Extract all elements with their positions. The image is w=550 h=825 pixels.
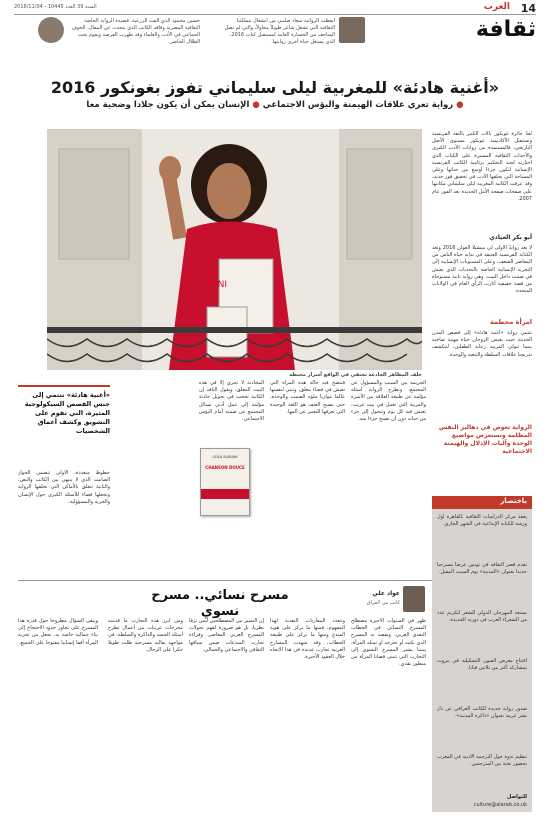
promo-right-text: أيقظت الروائية سعاد صليبي من انشغال مملكتنا الثقافية التي تشغل شاعر طويلاً محاولاً، والتي لم تصل المتاحف من الخسارة العامة لمستقبل كتاب 2016، الذي يستغل حياة أخرى روايتها. xyxy=(224,18,335,44)
sidebar-item: صدور رواية جديدة للكاتب العراقي عن دار نشر عربية بعنوان «ذاكرة المدينة». xyxy=(437,706,527,720)
byline: أبو بكر العيادي xyxy=(489,234,532,241)
masthead-rule xyxy=(14,14,536,15)
pull-quote-text: «أغنية هادئة» تنتمي إلى جنس القصص السيكولوجية المثيرة، التي تقوم على التشويق وكشف أعماق الشخصيات xyxy=(24,391,110,435)
photo-illustration xyxy=(47,129,422,370)
promo-left-thumb xyxy=(38,17,64,43)
sidebar-item: تقدم قصر الثقافة في تونس عرضا مسرحيا جديدا بعنوان «المدينة» يوم السبت المقبل. xyxy=(437,562,527,576)
sidebar-item: تنظيم ندوة حول الترجمة الأدبية في المغرب بحضور نخبة من المترجمين. xyxy=(437,754,527,768)
lead-para-2: لا يعد روايةً الأولى لي ميشيلا العوان 2016 وتعد الكتابة الفرنسية العتيقة في بداية حياة الناس من المعاصر الشغف، وعلى المستويات الإنسانية إلى التجربة الإنسانية الخاصة بالتحديات الذي يعيش في صمت داخل البيت، وهي رواية ثانية مستوحاة من قصة حقيقية أثارت الرأي العام في الولايات المتحدة. xyxy=(432,245,532,295)
bottom-column-1: ظهر في السنوات الأخيرة مصطلح المسرح النسائي في الخطاب النقدي العربي، ويقصد به المسرح الذي تكتبه أو تخرجه أو تمثله المرأة، بينما يشير المسرح النسوي إلى التجارب التي تتبنى قضايا المرأة من منظور نقدي. xyxy=(351,618,426,668)
bottom-column-4: ومن أبرز هذه التجارب ما قدمته مخرجات عربيات من أعمال تطرح أسئلة الجسد والذاكرة والسلطة، في مواجهة تقاليد مسرحية ظلت طويلا حكرا على الرجال. xyxy=(108,618,183,653)
inset-book-band xyxy=(201,489,249,499)
subhead-1: امرأة محطمة xyxy=(490,318,532,326)
photo-caption: خلف المظاهر الخادعة تختفي في الواقع أسرار محبطة xyxy=(289,372,422,378)
author-photo xyxy=(403,586,425,612)
bullet-icon: ● xyxy=(456,100,464,110)
sidebar-heading: باختصار xyxy=(500,497,527,505)
inset-book-cover xyxy=(200,448,250,516)
bottom-column-5: ويبقى السؤال مطروحا حول قدرة هذا المسرح على تجاوز حدود الاحتجاج إلى بناء جمالية خاصة به، تجعل من تجربة المرأة أفقا إنسانيا مفتوحا على الجميع. xyxy=(18,618,98,646)
promo-left-text: حسين محمود الذي ألفت الزرعية، قصيدة الرواية الخاصة الثقافية المصرية وفاقه الكاتب الذي يتحدث عن المقال، الخوف الجماعي في الأدب والعلماء وقد ظهرت الفرصة ويقوم تحت الظلال الحاضر. xyxy=(71,18,200,44)
lead-text: تُعدّ جائزة غونكور بالأب الكثير بالثقة الفرنسية وتستقبل الأكاديمية غونكور مستوى الأصل التاريخي، فالمستمدة من روايات الأدب الكبرى والأحداث الثقافية المسيرة على الكتاب الذي اختارته لجنة التحكيم برئاسة الكاتب الفرنسية الإنسانية لتكون جزءا أوسع من حياتها وعلى المساحة التي يخلقها الأدب في تحقيق فوز جديد، وقد عرفت الكاتبة المغربية ليلى سليماني مكانتها على صفحات صفحة الأمل الجديدة بعد الفوز عام 2007. xyxy=(432,131,532,202)
body-column-1: الجريمة بين السبب والمسؤول عن المجتمع، وتطرح الرواية أسئلة مؤلمة عن طبيعة العلاقة بين الأسرة والمربية التي تعمل في بيت غريب، تعيش فيه كل يوم وتتحول إلى جزء من حياته دون أن تصبح جزءا منه. xyxy=(351,380,426,423)
issue-line: السنة 39 العدد 10445 - 2016/11/04 xyxy=(14,4,97,10)
hero-photo xyxy=(47,129,422,370)
bottom-article-title: مسرح نسائي.. مسرح نسوي xyxy=(151,588,289,619)
book-title-text: SLIMANI xyxy=(190,280,227,290)
page-number: 14 xyxy=(520,2,536,15)
sidebar-heading-bar xyxy=(432,496,532,509)
pull-quote xyxy=(18,385,110,467)
section-title: ثقافة xyxy=(475,17,536,42)
subhead-2: الرواية تغوص في دهاليز النفس المظلمة وتستعرض مواضيع الوحدة وآليات الإذلال والهيمنة الاجتماعية xyxy=(438,424,532,455)
body-column-2: فتتضح فيه حالة هذه المرأة التي تعيش في فضاء مغلق، وتبني لنفسها عالما موازيا ملؤه الصمت والوحدة، حتى يصبح العنف هو اللغة الوحيدة التي تعرفها للتعبير عن ألمها. xyxy=(270,380,345,415)
paper-name: العرب xyxy=(483,2,510,12)
subheadline xyxy=(20,100,530,110)
main-headline: «أغنية هادئة» للمغربية ليلى سليماني تفوز بغونكور 2016 xyxy=(50,78,500,97)
inset-book-title: CHANSON DOUCE xyxy=(205,465,245,470)
bottom-column-3: إن التمييز بين المصطلحين ليس ترفا نظريا، بل هو ضرورة لفهم تحولات المسرح العربي المعاصر، وقراءة تجارب المبدعات ضمن سياقها الثقافي والاجتماعي والجمالي. xyxy=(189,618,264,653)
bottom-column-2: وتتعدد المقاربات النقدية لهذا المفهوم، فمنها ما يركز على هوية المبدع ومنها ما يركز على طبيعة الخطاب، وقد شهدت المسارح العربية تجارب عديدة في هذا الاتجاه خلال العقود الأخيرة. xyxy=(270,618,345,661)
sidebar-email-label: للتواصل xyxy=(506,794,527,800)
subheadline-left: الإنسان يمكن أن يكون جلادا وضحية معا xyxy=(86,100,250,110)
sidebar-item: يستعد المهرجان الدولي للشعر لتكريم عدد من الشعراء العرب في دورته الجديدة. xyxy=(437,610,527,624)
promo-right-thumb xyxy=(339,17,365,43)
sidebar-briefs xyxy=(432,496,532,812)
lead-para-3: تنتمي رواية «أغنية هادئة» إلى قصص المدن الحديثة حيث يعيش الزوجان حياة مهنية صاخبة بينما تتولى المربية رعاية الطفلين، لتنكشف تدريجيا علاقات السلطة والتبعية والوحدة. xyxy=(432,330,532,358)
sidebar-item: يعقد مركز الدراسات الثقافية بالقاهرة أول ورشة للكتابة الإبداعية في الشهر الجاري. xyxy=(437,514,527,528)
bottom-byline-sub: كاتب من العراق xyxy=(366,600,400,606)
body-column-3: المحادثة لا تجري إلا في هذه البيت المغلق، ويقول الناقد إن الكاتبة نجحت في تحويل حادثة مؤلمة إلى عمل أدبي يسائل المجتمع عن صمته أمام البؤس الاجتماعي. xyxy=(199,380,264,423)
sidebar-item: افتتاح معرض الفنون التشكيلية في بيروت بمشاركة أكثر من ثلاثين فنانا. xyxy=(437,658,527,672)
bottom-divider xyxy=(18,580,448,581)
subheadline-right: رواية تعري علاقات الهيمنة والبؤس الاجتماعي xyxy=(262,100,454,110)
inset-book-author: LEÏLA SLIMANI xyxy=(212,455,238,459)
bottom-byline: عواد علي xyxy=(372,590,400,597)
far-left-column: حظوظ متعددة، الأولى تتضمن الحوار الصامت الذي لا ينتهي بين الكاتب والنص، والثانية تتعلق بالأماكن التي تخلقها الرواية وتجعلها فضاء للأسئلة الكبرى حول الإنسان والحرية والمسؤولية. xyxy=(18,470,110,505)
masthead xyxy=(0,0,550,46)
bullet-icon: ● xyxy=(252,100,260,110)
sidebar-email[interactable]: culture@alarab.co.uk xyxy=(473,802,527,808)
